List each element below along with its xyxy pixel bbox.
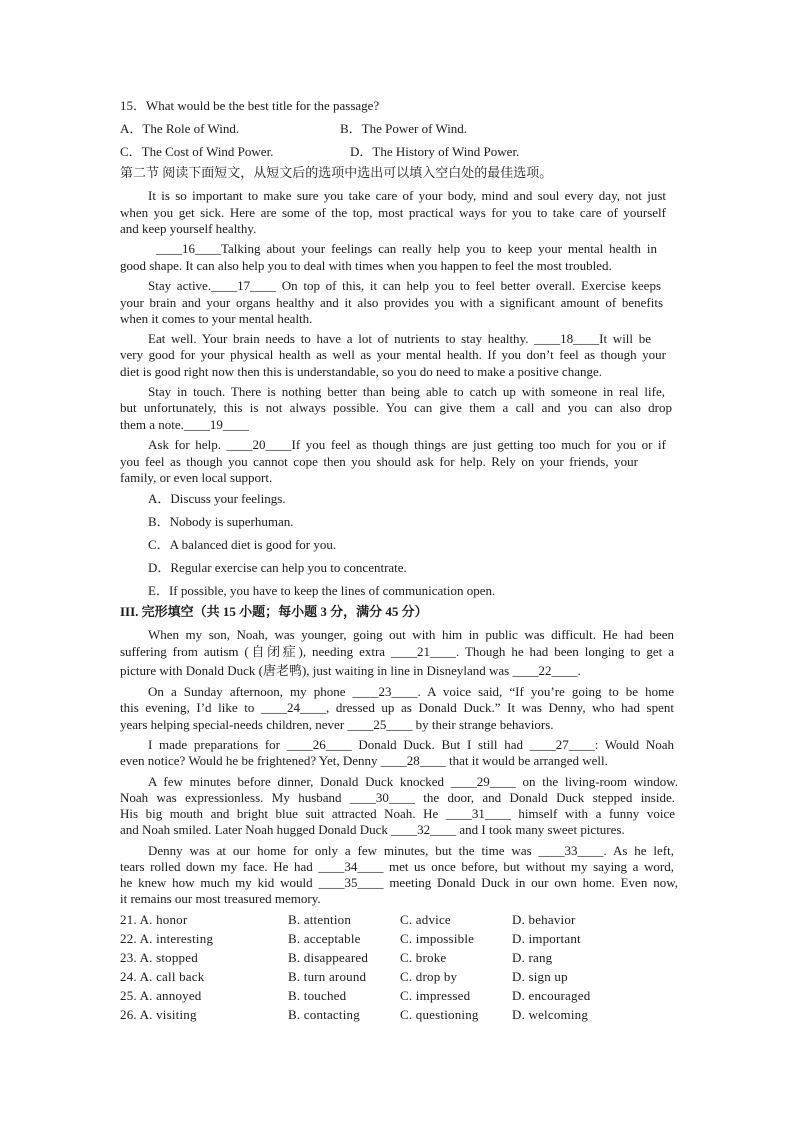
q26-option-a: 26. A. visiting [120, 1007, 197, 1022]
q15-option-a: A．The Role of Wind. [120, 121, 240, 136]
s3-p1-line1: When my son, Noah, was younger, going out with him in public was difficult. He had been [148, 627, 674, 642]
q25-option-b: B. touched [288, 988, 347, 1003]
s3-p3-line1: I made preparations for ____26____ Donald Duck. But I still had ____27____: Would Noah [148, 737, 674, 752]
s2-p6-line3: family, or even local support. [120, 470, 273, 485]
s2-p6-line2: you feel as though you cannot cope then you should ask for help. Rely on your friends, your [120, 454, 638, 469]
q23-option-d: D. rang [512, 950, 553, 965]
q25-option-d: D. encouraged [512, 988, 591, 1003]
s3-p3-line2: even notice? Would he be frightened? Yet, Denny ____28____ that it would be arranged well. [120, 753, 608, 768]
s2-option-e: E．If possible, you have to keep the lines of communication open. [148, 583, 496, 598]
q24-option-b: B. turn around [288, 969, 367, 984]
q24-option-a: 24. A. call back [120, 969, 205, 984]
q21-option-d: D. behavior [512, 912, 576, 927]
q22-option-d: D. important [512, 931, 581, 946]
s3-p4-line1: A few minutes before dinner, Donald Duck knocked ____29____ on the living-room window. [148, 774, 678, 789]
s2-p5-line3: them a note.____19____ [120, 417, 249, 432]
s2-p1-line3: and keep yourself healthy. [120, 221, 257, 236]
q24-option-d: D. sign up [512, 969, 568, 984]
s3-p1-line3: picture with Donald Duck (唐老鸭), just waiting in line in Disneyland was ____22____. [120, 663, 581, 678]
q26-option-c: C. questioning [400, 1007, 479, 1022]
s3-p2-line2: this evening, I’d like to ____24____, dressed up as Donald Duck.” It was Denny, who had spent [120, 700, 674, 715]
q25-option-a: 25. A. annoyed [120, 988, 202, 1003]
q15-option-c: C．The Cost of Wind Power. [120, 144, 274, 159]
s2-p3-line1: Stay active.____17____ On top of this, it can help you to feel better overall. Exercise keeps [148, 278, 661, 293]
q22-option-b: B. acceptable [288, 931, 361, 946]
s3-p5-line3: he knew how much my kid would ____35____ meeting Donald Duck in our own home. Even now, [120, 875, 678, 890]
q21-option-a: 21. A. honor [120, 912, 188, 927]
s3-p2-line1: On a Sunday afternoon, my phone ____23____. A voice said, “If you’re going to be home [148, 684, 674, 699]
s2-option-d: D．Regular exercise can help you to concentrate. [148, 560, 407, 575]
s2-p2-line1: ____16____Talking about your feelings can really help you to keep your mental health in [156, 241, 657, 256]
s2-p1-line2: when you get sick. Here are some of the top, most practical ways for you to take care of yourself [120, 205, 666, 220]
q15-option-d: D．The History of Wind Power. [350, 144, 520, 159]
s2-p2-line2: good shape. It can also help you to deal with times when you happen to feel the most troubled. [120, 258, 612, 273]
s2-option-b: B．Nobody is superhuman. [148, 514, 294, 529]
s3-p1-line2: suffering from autism (自闭症), needing extra ____21____. Though he had been longing to get a [120, 644, 674, 659]
q23-option-a: 23. A. stopped [120, 950, 198, 965]
s2-p5-line1: Stay in touch. There is nothing better than being able to catch up with someone in real life, [148, 384, 665, 399]
s3-p4-line3: His big mouth and bright blue suit attracted Noah. He ____31____ himself with a funny voice [120, 806, 675, 821]
s3-p5-line4: it remains our most treasured memory. [120, 891, 321, 906]
s2-option-a: A．Discuss your feelings. [148, 491, 286, 506]
s2-p4-line2: very good for your physical health as well as your mental health. If you don’t feel as though your [120, 347, 666, 362]
q23-option-c: C. broke [400, 950, 447, 965]
q21-option-b: B. attention [288, 912, 352, 927]
s3-p4-line4: and Noah smiled. Later Noah hugged Donald Duck ____32____ and I took many sweet pictures. [120, 822, 625, 837]
s2-p4-line1: Eat well. Your brain needs to have a lot of nutrients to stay healthy. ____18____It will be [148, 331, 651, 346]
q26-option-d: D. welcoming [512, 1007, 589, 1022]
s3-p4-line2: Noah was expressionless. My husband ____30____ the door, and Donald Duck stepped inside. [120, 790, 675, 805]
q23-option-b: B. disappeared [288, 950, 369, 965]
s2-p1-line1: It is so important to make sure you take care of your body, mind and soul every day, not just [148, 188, 666, 203]
s3-p2-line3: years helping special-needs children, never ____25____ by their strange behaviors. [120, 717, 554, 732]
q26-option-b: B. contacting [288, 1007, 360, 1022]
q21-option-c: C. advice [400, 912, 451, 927]
s2-p4-line3: diet is good right now then this is understandable, so you do need to make a positive change. [120, 364, 602, 379]
s2-option-c: C．A balanced diet is good for you. [148, 537, 337, 552]
question-15: 15．What would be the best title for the passage? [120, 98, 380, 113]
s2-p3-line2: your brain and your organs healthy and it also provides you with a significant amount of benefits [120, 295, 663, 310]
q25-option-c: C. impressed [400, 988, 471, 1003]
s2-p5-line2: but unfortunately, this is not always possible. You can give them a call and you can also drop [120, 400, 672, 415]
s2-p3-line3: when it comes to your mental health. [120, 311, 313, 326]
s3-p5-line2: tears rolled down my face. He had ____34____ met us once before, but without my saying a word, [120, 859, 674, 874]
q22-option-a: 22. A. interesting [120, 931, 214, 946]
section2-heading: 第二节 阅读下面短文，从短文后的选项中选出可以填入空白处的最佳选项。 [120, 165, 553, 180]
q22-option-c: C. impossible [400, 931, 475, 946]
q24-option-c: C. drop by [400, 969, 458, 984]
section3-heading: III. 完形填空（共 15 小题；每小题 3 分，满分 45 分） [120, 604, 428, 619]
q15-option-b: B．The Power of Wind. [340, 121, 468, 136]
s2-p6-line1: Ask for help. ____20____If you feel as though things are just getting too much for you or if [148, 437, 666, 452]
s3-p5-line1: Denny was at our home for only a few minutes, but the time was ____33____. As he left, [148, 843, 674, 858]
